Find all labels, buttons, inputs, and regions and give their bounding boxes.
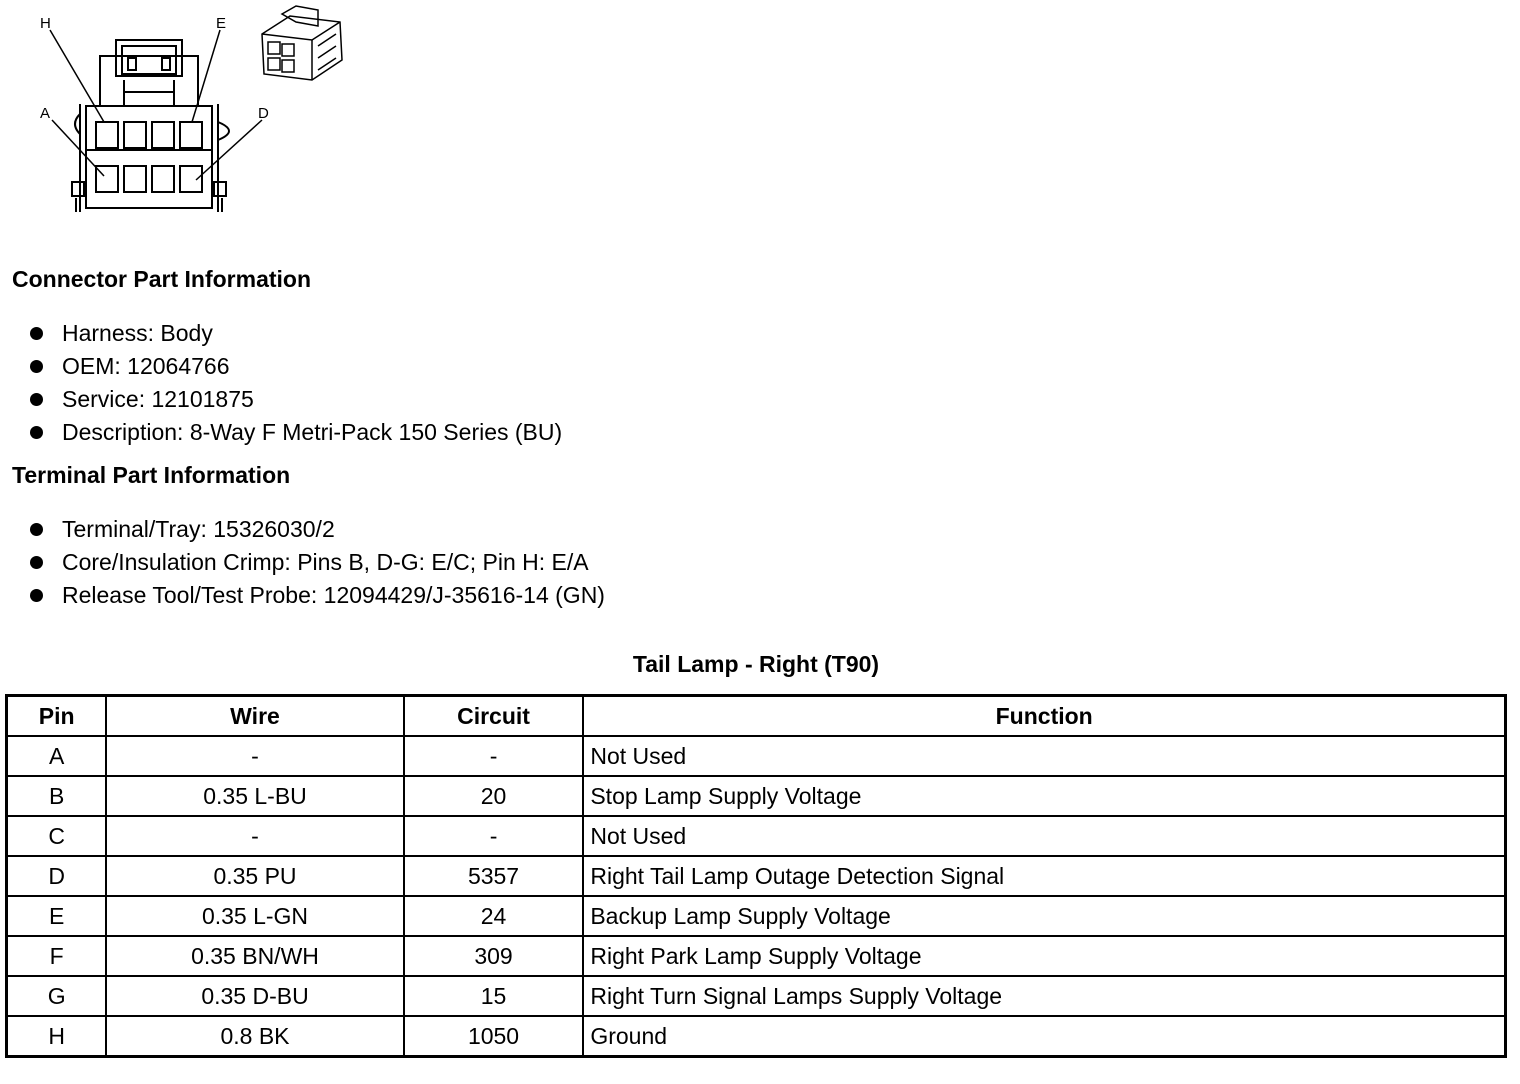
bullet-icon	[30, 360, 43, 373]
cell-function: Right Park Lamp Supply Voltage	[583, 936, 1505, 976]
cavity-f	[152, 122, 174, 148]
cell-circuit: 20	[404, 776, 584, 816]
table-title: Tail Lamp - Right (T90)	[632, 651, 880, 677]
cell-wire: 0.35 PU	[106, 856, 403, 896]
header-pin: Pin	[7, 696, 107, 737]
cavity-h	[96, 122, 118, 148]
list-item: Core/Insulation Crimp: Pins B, D-G: E/C; Pin H: E/A	[0, 546, 605, 579]
cavity-e	[180, 122, 202, 148]
header-circuit: Circuit	[404, 696, 584, 737]
list-item: Harness: Body	[0, 317, 562, 350]
bullet-icon	[30, 393, 43, 406]
list-item: OEM: 12064766	[0, 350, 562, 383]
cell-circuit: 1050	[404, 1016, 584, 1057]
cell-pin: E	[7, 896, 107, 936]
cell-pin: B	[7, 776, 107, 816]
cavity-d	[180, 166, 202, 192]
cell-pin: H	[7, 1016, 107, 1057]
bottom-right-foot	[214, 182, 226, 196]
table-row	[7, 896, 1506, 936]
table-row	[7, 936, 1506, 976]
connector-info-title: Connector Part Information	[12, 266, 312, 292]
table-row	[7, 816, 1506, 856]
bullet-icon	[30, 426, 43, 439]
cell-circuit: 309	[404, 936, 584, 976]
cell-pin: G	[7, 976, 107, 1016]
cell-function: Ground	[583, 1016, 1505, 1057]
cell-pin: D	[7, 856, 107, 896]
cell-function: Not Used	[583, 816, 1505, 856]
pin-callout-d: D	[258, 105, 269, 122]
connector-diagram	[0, 0, 360, 225]
cell-function: Right Tail Lamp Outage Detection Signal	[583, 856, 1505, 896]
cell-pin: A	[7, 736, 107, 776]
cell-wire: 0.35 BN/WH	[106, 936, 403, 976]
list-item: Description: 8-Way F Metri-Pack 150 Series (BU)	[0, 416, 562, 449]
cavity-b	[124, 166, 146, 192]
list-item: Terminal/Tray: 15326030/2	[0, 513, 605, 546]
bullet-icon	[30, 523, 43, 536]
table-header-row	[7, 696, 1506, 737]
table-row	[7, 856, 1506, 896]
terminal-info-list	[0, 513, 605, 612]
bullet-icon	[30, 556, 43, 569]
cell-circuit: -	[404, 736, 584, 776]
cell-wire: 0.35 L-BU	[106, 776, 403, 816]
cell-wire: -	[106, 736, 403, 776]
header-function: Function	[583, 696, 1505, 737]
cell-function: Backup Lamp Supply Voltage	[583, 896, 1505, 936]
connector-info-list	[0, 317, 562, 449]
cell-wire: 0.35 D-BU	[106, 976, 403, 1016]
pin-callout-e: E	[216, 15, 227, 32]
cell-function: Right Turn Signal Lamps Supply Voltage	[583, 976, 1505, 1016]
pin-callout-a: A	[40, 105, 51, 122]
pinout-table	[5, 694, 1507, 1058]
table-row	[7, 776, 1506, 816]
table-row	[7, 976, 1506, 1016]
cavity-c	[152, 166, 174, 192]
header-wire: Wire	[106, 696, 403, 737]
bottom-left-foot	[72, 182, 84, 196]
pin-callout-h: H	[40, 15, 51, 32]
cell-wire: -	[106, 816, 403, 856]
right-tab	[218, 122, 229, 140]
table-row	[7, 736, 1506, 776]
bullet-icon	[30, 327, 43, 340]
cell-circuit: 15	[404, 976, 584, 1016]
cell-pin: C	[7, 816, 107, 856]
cell-function: Not Used	[583, 736, 1505, 776]
cell-circuit: -	[404, 816, 584, 856]
cell-wire: 0.35 L-GN	[106, 896, 403, 936]
terminal-info-title: Terminal Part Information	[12, 462, 291, 488]
cell-circuit: 24	[404, 896, 584, 936]
connector-3d-thumbnail	[262, 6, 342, 80]
connector-latch	[100, 56, 198, 106]
bullet-icon	[30, 589, 43, 602]
cell-function: Stop Lamp Supply Voltage	[583, 776, 1505, 816]
cavity-g	[124, 122, 146, 148]
cell-circuit: 5357	[404, 856, 584, 896]
table-row	[7, 1016, 1506, 1057]
list-item: Release Tool/Test Probe: 12094429/J-35616-14 (GN)	[0, 579, 605, 612]
cell-wire: 0.8 BK	[106, 1016, 403, 1057]
list-item: Service: 12101875	[0, 383, 562, 416]
cell-pin: F	[7, 936, 107, 976]
